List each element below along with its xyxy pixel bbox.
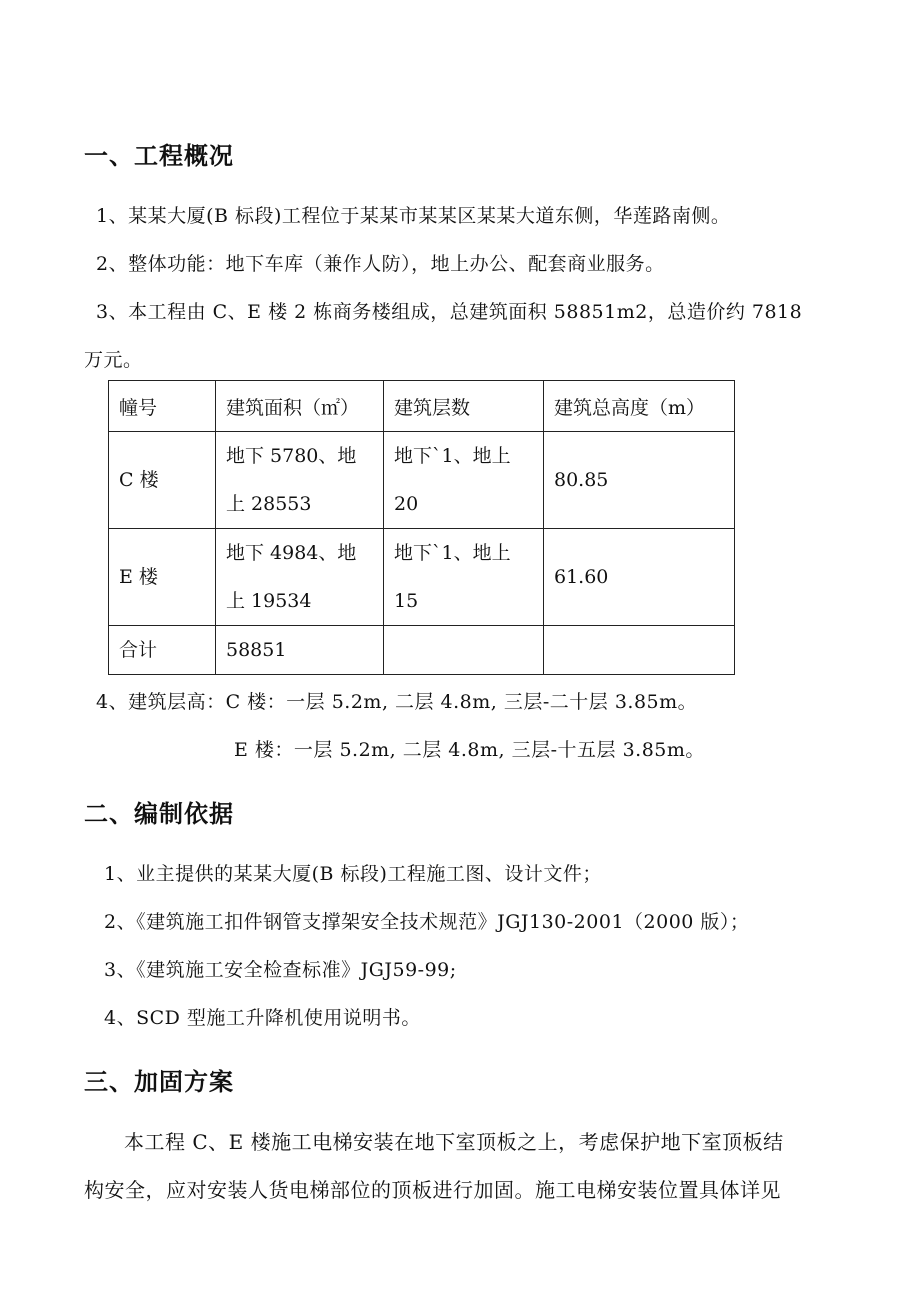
area-cell: [216, 529, 384, 626]
area-line-2: 上 19534: [226, 590, 312, 612]
s1-item-4-line-1: 4、建筑层高：C 楼：一层 5.2m, 二层 4.8m, 三层-二十层 3.85m。: [96, 691, 698, 713]
section-3-title: 三、加固方案: [84, 1067, 234, 1096]
area-cell: 58851: [216, 626, 384, 675]
header-cell: 建筑层数: [384, 381, 544, 432]
table-header-row: [109, 381, 735, 432]
height-cell: 61.60: [544, 529, 735, 626]
s1-item-1: 1、某某大厦(B 标段)工程位于某某市某某区某某大道东侧，华莲路南侧。: [96, 205, 731, 227]
s3-paragraph-line-2: 构安全，应对安装人货电梯部位的顶板进行加固。施工电梯安装位置具体详见: [84, 1178, 781, 1202]
s1-item-3-line-2: 万元。: [84, 349, 143, 371]
section-2-title: 二、编制依据: [84, 799, 234, 828]
s2-item-4: 4、SCD 型施工升降机使用说明书。: [104, 1007, 421, 1029]
floors-cell: [384, 432, 544, 529]
floors-line-1: 地下`1、地上: [394, 542, 511, 564]
header-cell: 建筑面积（㎡）: [216, 381, 384, 432]
floors-line-1: 地下`1、地上: [394, 445, 511, 467]
height-cell: 80.85: [544, 432, 735, 529]
area-line-2: 上 28553: [226, 493, 312, 515]
area-cell: [216, 432, 384, 529]
s3-paragraph-line-1: 本工程 C、E 楼施工电梯安装在地下室顶板之上，考虑保护地下室顶板结: [124, 1130, 784, 1154]
table-row: [109, 432, 735, 529]
s2-item-2: 2、《建筑施工扣件钢管支撑架安全技术规范》JGJ130-2001（2000 版）；: [104, 911, 750, 933]
floors-cell: [384, 626, 544, 675]
floors-cell: [384, 529, 544, 626]
building-info-table: [108, 380, 735, 675]
height-cell: [544, 626, 735, 675]
floors-line-2: 15: [394, 590, 419, 612]
s1-item-4-line-2: E 楼：一层 5.2m, 二层 4.8m, 三层-十五层 3.85m。: [234, 739, 705, 761]
building-name-cell: 合计: [109, 626, 216, 675]
floors-line-2: 20: [394, 493, 419, 515]
s2-item-1: 1、业主提供的某某大厦(B 标段)工程施工图、设计文件；: [104, 863, 602, 885]
table-row-total: [109, 626, 735, 675]
building-name-cell: E 楼: [109, 529, 216, 626]
area-line-1: 地下 4984、地: [226, 542, 357, 564]
building-name-cell: C 楼: [109, 432, 216, 529]
section-1-title: 一、工程概况: [84, 141, 234, 170]
s2-item-3: 3、《建筑施工安全检查标准》JGJ59-99;: [104, 959, 457, 981]
s1-item-2: 2、整体功能：地下车库（兼作人防），地上办公、配套商业服务。: [96, 253, 665, 275]
s1-item-3-line-1: 3、本工程由 C、E 楼 2 栋商务楼组成，总建筑面积 58851m2，总造价约 7818: [96, 301, 803, 323]
header-cell: 建筑总高度（m）: [544, 381, 735, 432]
area-line-1: 地下 5780、地: [226, 445, 357, 467]
table-row: [109, 529, 735, 626]
header-cell: 幢号: [109, 381, 216, 432]
